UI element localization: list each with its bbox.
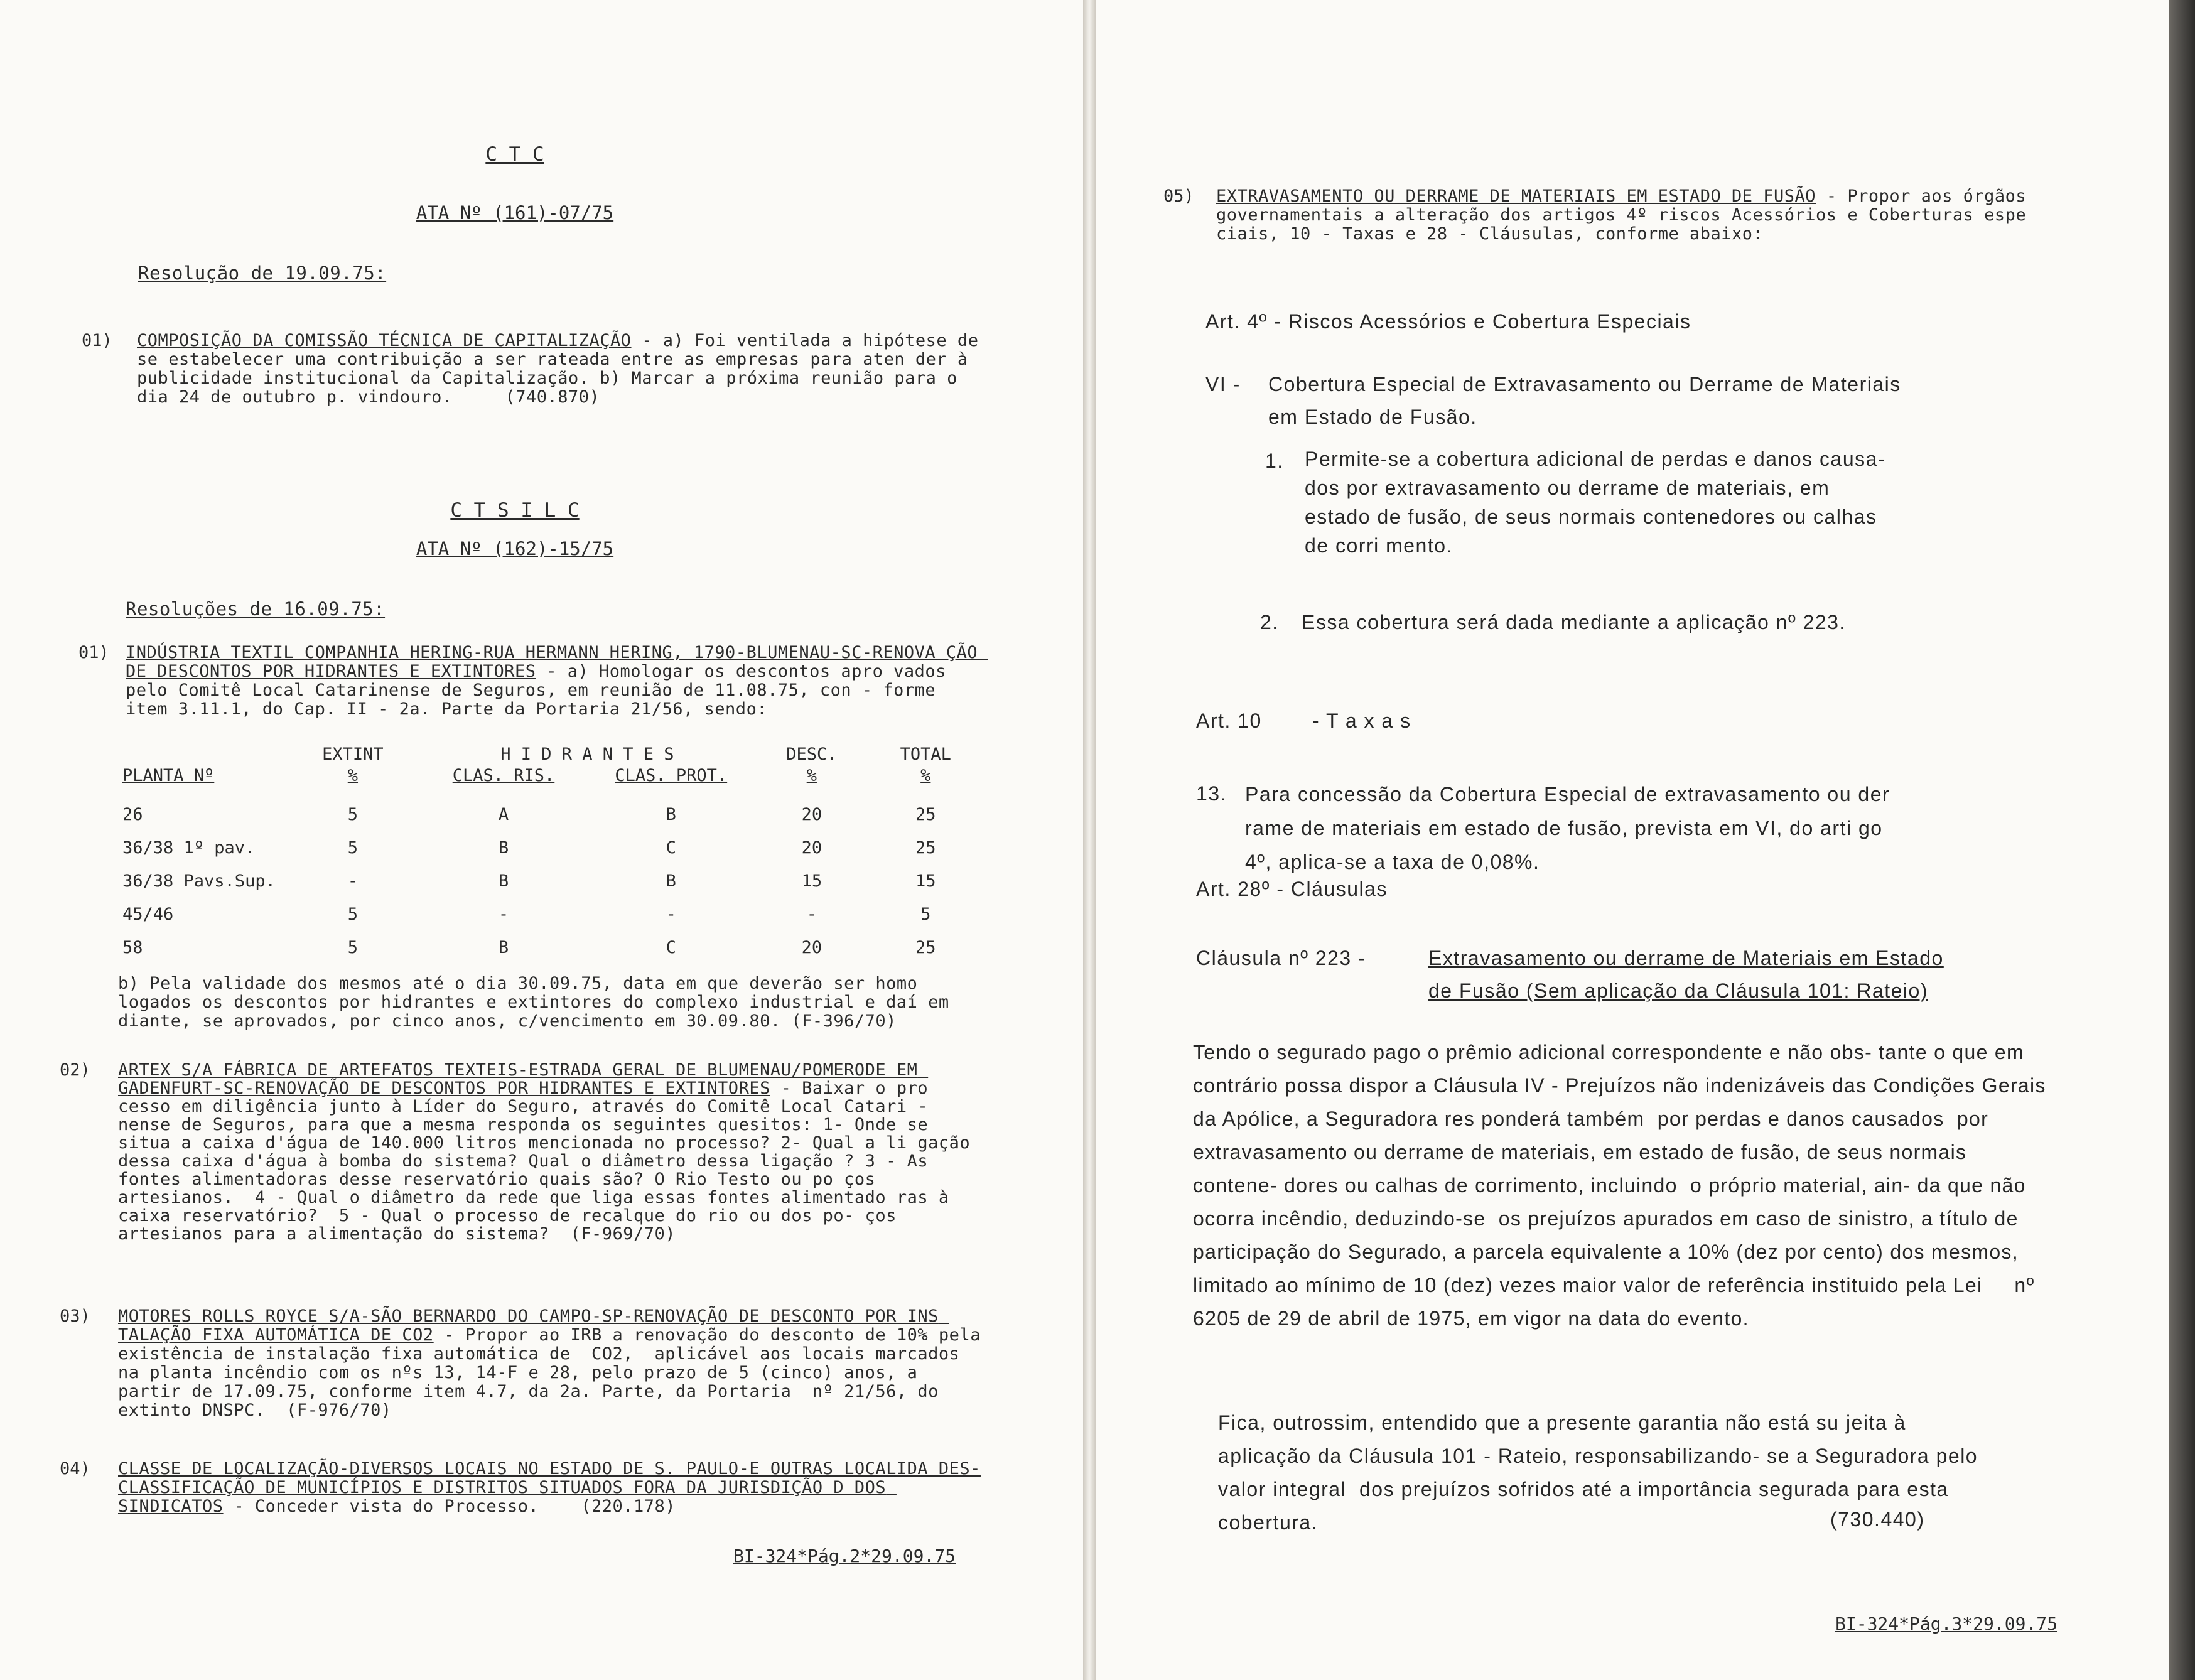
table-row: [122, 931, 983, 964]
item-3-body: - Propor ao IRB a renovação do desconto de 10% pela existência de instalação fixa automática de CO2, aplicável aos locais marcados na planta incêndio com os nºs 13, 14-F e 28, pelo prazo de 5 (cinco) anos, a partir de 17.09.75, conforme item 4.7, da 2a. Parte, da Portaria nº 21/56, do extinto DNSPC. (F-976/70): [118, 1325, 991, 1420]
page-footer-right: BI-324*Pág.3*29.09.75: [1835, 1613, 2058, 1634]
col-desc: DESC.: [786, 744, 838, 764]
cell-total: 25: [915, 938, 936, 957]
cell-extint: 5: [347, 938, 359, 957]
col-planta: PLANTA Nº: [122, 765, 215, 785]
cell-planta: 26: [122, 805, 143, 824]
col-extint-pct: %: [347, 765, 359, 785]
paragraph-13-number: 13.: [1196, 782, 1227, 805]
cell-desc: -: [806, 905, 817, 924]
item-1: [126, 643, 986, 719]
ctsilc-resolucoes: Resoluções de 16.09.75:: [126, 598, 386, 620]
item-3-number: 03): [60, 1306, 90, 1326]
item-4-heading: CLASSE DE LOCALIZAÇÃO-DIVERSOS LOCAIS NO ESTADO DE S. PAULO-E OUTRAS LOCALIDA DES-CLASSIFICAÇÃO DE MUNICÍPIOS E DISTRITOS SITUADOS FORA DA JURISDIÇÃO D DOS SINDICATOS: [118, 1459, 981, 1516]
item-2-body: - Baixar o pro cesso em diligência junto à Líder do Seguro, através do Comitê Local Catari - nense de Seguros, para que a mesma responda os seguintes quesitos: 1- Onde se situa a caixa d'água de 140.000 litros mencionada no processo? 2- Qual a li gação dessa caixa d'água à bomba do sistema? Qual o diâmetro dessa ligação ? 3 - As fontes alimentadoras desse reservatório quais são? O Rio Testo ou po ços artesianos. 4 - Qual o diâmetro da rede que liga essas fontes alimentado ras à caixa reservatório? 5 - Qual o processo de recalque do rio ou dos po- ços artesianos para a alimentação do sistema? (F-969/70): [118, 1079, 981, 1244]
item-4-body: - Conceder vista do Processo. (220.178): [223, 1497, 676, 1516]
cell-ris: B: [498, 938, 509, 957]
ctsilc-title: C T S I L C: [450, 499, 580, 522]
page-footer-left: BI-324*Pág.2*29.09.75: [733, 1546, 956, 1566]
ctc-item-body: - a) Foi ventilada a hipótese de se estabelecer uma contribuição a ser rateada entre as empresas para aten der à publicidade institucional da Capitalização. b) Marcar a próxima reunião para o dia 24 de outubro p. vindouro. (740.870): [137, 331, 990, 407]
cell-ris: A: [498, 805, 509, 824]
cell-ris: -: [498, 905, 509, 924]
cell-total: 25: [915, 805, 936, 824]
clausula-title-line-1: Extravasamento ou derrame de Materiais em Estado: [1428, 947, 1944, 969]
clausula-fica: Fica, outrossim, entendido que a presente garantia não está su jeita à aplicação da Cláusula 101 - Rateio, responsabilizando- se a Seguradora pelo valor integral dos prejuízos sofridos até a importância segurada para esta cobertura.: [1218, 1411, 1985, 1534]
cell-extint: -: [347, 871, 359, 891]
paragraph-13-text: Para concessão da Cobertura Especial de extravasamento ou der rame de materiais em estado de fusão, prevista em VI, do arti go 4º, aplica-se a taxa de 0,08%.: [1245, 783, 1897, 873]
cell-planta: 36/38 1º pav.: [122, 838, 256, 858]
art-10-title: - T a x a s: [1312, 709, 1411, 732]
cell-desc: 20: [801, 805, 822, 824]
cell-ris: B: [498, 838, 509, 858]
col-clas-prot: CLAS. PROT.: [615, 765, 728, 785]
art-28: Art. 28º - Cláusulas: [1196, 878, 1388, 900]
col-total: TOTAL: [900, 744, 951, 764]
item-4: [118, 1460, 984, 1516]
cell-desc: 15: [801, 871, 822, 891]
cell-prot: C: [666, 938, 676, 957]
cell-total: 15: [915, 871, 936, 891]
col-hidrantes: H I D R A N T E S: [500, 744, 674, 764]
paragraph-2-text: Essa cobertura será dada mediante a aplicação nº 223.: [1302, 611, 1846, 633]
col-clas-ris: CLAS. RIS.: [452, 765, 555, 785]
item-4-number: 04): [60, 1459, 90, 1478]
col-extint: EXTINT: [322, 744, 384, 764]
clausula-label: Cláusula nº 223 -: [1196, 947, 1366, 969]
cell-extint: 5: [347, 838, 359, 858]
cell-total: 25: [915, 838, 936, 858]
clausula-body: Tendo o segurado pago o prêmio adicional correspondente e não obs- tante o que em contrário possa dispor a Cláusula IV - Prejuízos não indenizáveis das Condições Gerais da Apólice, a Seguradora res ponderá também por perdas e danos causados por extravasamento ou derrame de materiais, em estado de fusão, de seus normais contene- dores ou calhas de corrimento, incluindo o próprio material, ain- da que não ocorra incêndio, deduzindo-se os prejuízos apurados em caso de sinistro, a título de participação do Segurado, a parcela equivalente a 10% (dez por cento) dos mesmos, limitado ao mínimo de 10 (dez) vezes maior valor de referência instituido pela Lei nº 6205 de 29 de abril de 1975, em vigor na data do evento.: [1193, 1041, 2052, 1330]
item-3-heading: MOTORES ROLLS ROYCE S/A-SÃO BERNARDO DO CAMPO-SP-RENOVAÇÃO DE DESCONTO POR INS TALAÇÃO FIXA AUTOMÁTICA DE CO2: [118, 1306, 949, 1345]
table-row: [122, 864, 983, 898]
art-4: Art. 4º - Riscos Acessórios e Cobertura Especiais: [1205, 310, 1691, 333]
item-1-number: 01): [78, 643, 109, 662]
discount-table: [122, 744, 983, 964]
clausula-title-line-2: de Fusão (Sem aplicação da Cláusula 101: Rateio): [1428, 979, 1928, 1002]
ctc-item-number: 01): [82, 331, 112, 350]
ctc-item-heading: COMPOSIÇÃO DA COMISSÃO TÉCNICA DE CAPITALIZAÇÃO: [137, 331, 632, 350]
item-5-heading: EXTRAVASAMENTO OU DERRAME DE MATERIAIS EM ESTADO DE FUSÃO: [1216, 186, 1816, 206]
cell-total: 5: [920, 905, 931, 924]
ctc-item: [137, 331, 991, 407]
left-page: [0, 0, 1083, 1680]
item-2-number: 02): [60, 1060, 90, 1080]
item-1-body: - a) Homologar os descontos apro vados pelo Comitê Local Catarinense de Seguros, em reunião de 11.08.75, con - forme item 3.11.1, do Cap. II - 2a. Parte da Portaria 21/56, sendo:: [126, 662, 957, 719]
table-row: [122, 831, 983, 864]
cell-prot: C: [666, 838, 676, 858]
item-1-heading: INDÚSTRIA TEXTIL COMPANHIA HERING-RUA HERMANN HERING, 1790-BLUMENAU-SC-RENOVA ÇÃO DE DESCONTOS POR HIDRANTES E EXTINTORES: [126, 643, 988, 681]
cell-desc: 20: [801, 938, 822, 957]
cell-prot: B: [666, 805, 676, 824]
col-total-pct: %: [920, 765, 931, 785]
item-3: [118, 1306, 991, 1420]
item-5-body: - Propor aos órgãos governamentais a alteração dos artigos 4º riscos Acessórios e Coberturas espe ciais, 10 - Taxas e 28 - Cláusulas, conforme abaixo:: [1216, 186, 2037, 244]
ctc-ata: ATA Nº (161)-07/75: [416, 202, 614, 223]
ctsilc-ata: ATA Nº (162)-15/75: [416, 538, 614, 559]
paragraph-2-number: 2.: [1260, 611, 1279, 633]
item-1-b: b) Pela validade dos mesmos até o dia 30.09.75, data em que deverão ser homo logados os descontos por hidrantes e extintores do complexo industrial e daí em diante, se aprovados, por cinco anos, c/vencimento em 30.09.80. (F-396/70): [118, 974, 960, 1031]
cell-ris: B: [498, 871, 509, 891]
cell-extint: 5: [347, 805, 359, 824]
cell-prot: B: [666, 871, 676, 891]
cell-extint: 5: [347, 905, 359, 924]
cell-prot: -: [666, 905, 676, 924]
book-edge: [2169, 0, 2195, 1680]
right-page: [1096, 0, 2169, 1680]
vi-text: Cobertura Especial de Extravasamento ou Derrame de Materiais em Estado de Fusão.: [1268, 373, 1908, 428]
ctc-title: C T C: [485, 143, 544, 166]
cell-planta: 45/46: [122, 905, 174, 924]
vi-number: VI -: [1205, 373, 1241, 396]
art-10-label: Art. 10: [1196, 709, 1262, 732]
paragraph-1-number: 1.: [1265, 450, 1284, 472]
table-row: [122, 898, 983, 931]
table-row: [122, 798, 983, 831]
reference-number: (730.440): [1830, 1508, 1925, 1531]
paragraph-1-text: Permite-se a cobertura adicional de perdas e danos causa- dos por extravasamento ou derrame de materiais, em estado de fusão, de seus normais contenedores ou calhas de corri mento.: [1305, 448, 1892, 557]
item-2-heading: ARTEX S/A FÁBRICA DE ARTEFATOS TEXTEIS-ESTRADA GERAL DE BLUMENAU/POMERODE EM GADENFURT-SC-RENOVAÇÃO DE DESCONTOS POR HIDRANTES E EXTINTORES: [118, 1060, 929, 1098]
cell-desc: 20: [801, 838, 822, 858]
ctc-resolucao: Resolução de 19.09.75:: [138, 262, 387, 284]
cell-planta: 36/38 Pavs.Sup.: [122, 871, 276, 891]
item-5: [1216, 186, 2037, 244]
cell-planta: 58: [122, 938, 143, 957]
item-5-number: 05): [1163, 186, 1194, 206]
page-gutter: [1083, 0, 1096, 1680]
col-desc-pct: %: [806, 765, 817, 785]
item-2: [118, 1061, 984, 1243]
